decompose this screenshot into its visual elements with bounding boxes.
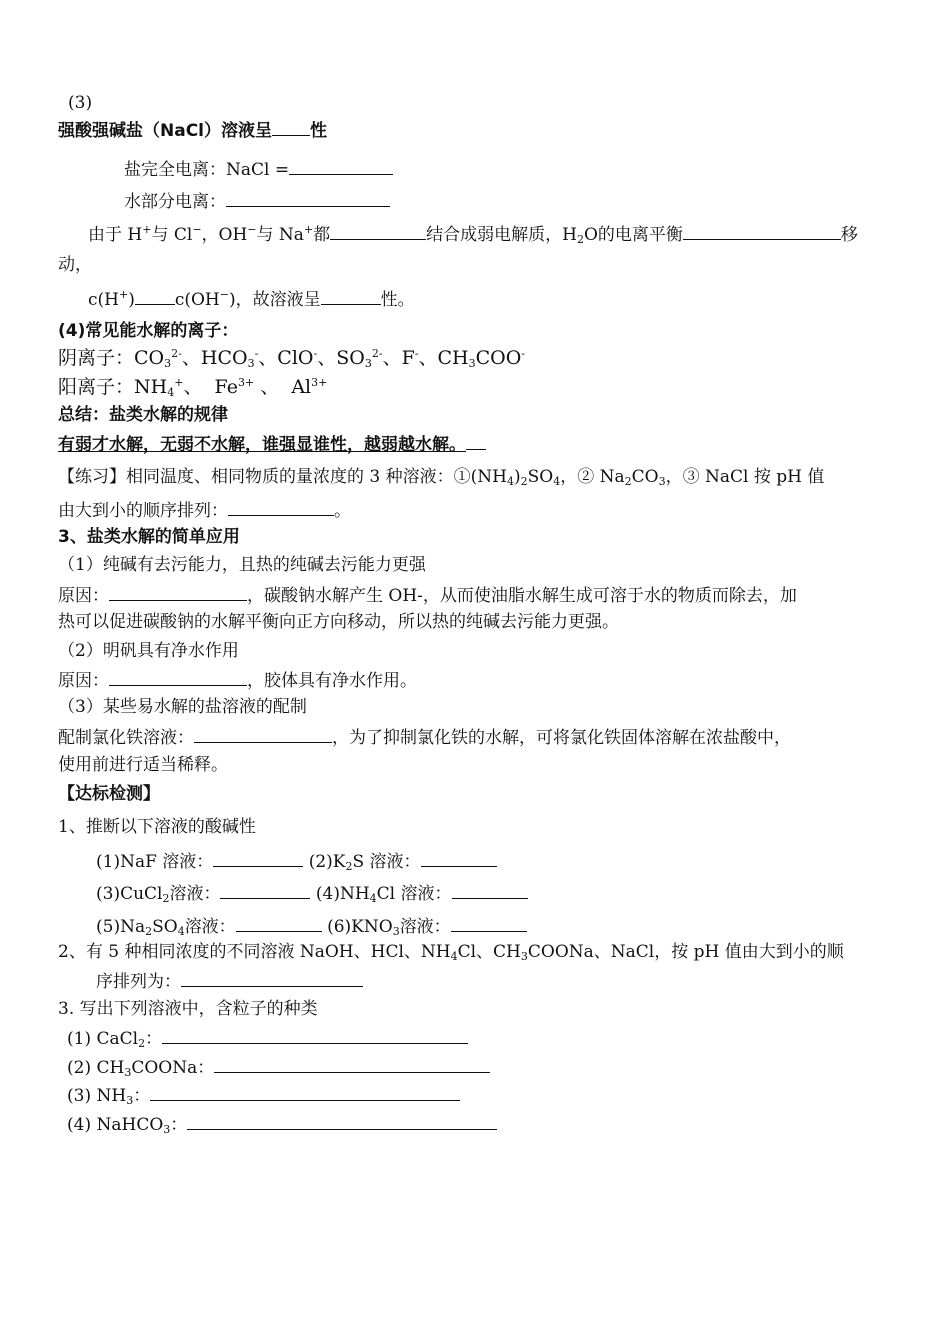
blank-naf[interactable] [213,849,303,867]
blank-soda-reason[interactable] [109,583,247,601]
blank-nh3-particles[interactable] [150,1083,460,1101]
application-2: （2）明矾具有净水作用 [58,641,239,661]
blank-kno3[interactable] [451,914,527,932]
applications-title: 3、盐类水解的简单应用 [58,527,240,547]
water-ionization-line: 水部分电离： [124,189,390,213]
question-2-answer: 序排列为： [96,969,363,993]
practice-line-2: 由大到小的顺序排列： 。 [58,498,351,522]
test-title: 【达标检测】 [58,784,160,804]
blank-ph-order[interactable] [228,498,334,516]
question-3-item-4: (4) NaHCO$_3$： [67,1112,497,1136]
application-1: （1）纯碱有去污能力，且热的纯碱去污能力更强 [58,555,426,575]
blank-cucl2[interactable] [220,881,310,899]
application-3-detail: 配制氯化铁溶液： ，为了抑制氯化铁的水解，可将氯化铁固体溶解在浓盐酸中， [58,725,791,749]
explanation-line-1: 由于 H+与 Cl−，OH−与 Na+都 结合成弱电解质，$H_2O$的电离平衡 移 [88,223,858,246]
application-2-reason: 原因： ，胶体具有净水作用。 [58,668,417,692]
cation-list: 阳离子：$NH_4^+$、 $Fe^{3+}$ 、 $Al^{3+}$ [58,376,328,399]
concentration-line: c(H+) c(OH−)，故溶液呈 性。 [88,288,415,310]
blank-ph-ranking[interactable] [181,969,363,987]
blank-weak-electrolyte[interactable] [330,222,426,240]
anion-list: 阴离子：$CO_3^{2-}$、$HCO_3^-$、ClO-、$SO_3^{2-}$、F-、$CH_3COO^-$ [58,347,526,370]
blank-k2s[interactable] [421,849,497,867]
practice-line-1: 【练习】相同温度、相同物质的量浓度的 3 种溶液：$①(NH_4)_2SO_4$，② $Na_2CO_3$，③ NaCl 按 pH 值 [58,467,825,488]
question-2: 2、有 5 种相同浓度的不同溶液 NaOH、HCl、$NH_4Cl$、$CH_3COONa$、NaCl，按 pH 值由大到小的顺 [58,942,844,963]
blank-nahco3-particles[interactable] [187,1112,497,1130]
question-3-item-3: (3) $NH_3$： [67,1083,460,1107]
blank-nh4cl[interactable] [452,881,528,899]
blank-fecl3-equation[interactable] [194,725,332,743]
blank-cacl2-particles[interactable] [162,1026,468,1044]
question-1: 1、推断以下溶液的酸碱性 [58,817,256,837]
application-1-reason: 原因： ，碳酸钠水解产生 OH-，从而使油脂水解生成可溶于水的物质而除去，加 [58,583,797,607]
blank-final-nature[interactable] [321,287,381,305]
question-1-row-3: $(5)Na_2SO_4$溶液： $(6)KNO_3$溶液： [96,914,527,938]
blank-alum-reason[interactable] [109,668,247,686]
application-3: （3）某些易水解的盐溶液的配制 [58,697,307,717]
application-1-reason-cont: 热可以促进碳酸钠的水解平衡向正方向移动，所以热的纯碱去污能力更强。 [58,612,619,632]
blank-ch3coona-particles[interactable] [214,1055,490,1073]
section-number: (3) [68,93,93,113]
question-3: 3. 写出下列溶液中，含粒子的种类 [58,999,318,1019]
section-title-nacl: 强酸强碱盐（NaCl）溶液呈 性 [58,118,327,142]
question-3-item-2: (2) $CH_3COONa$： [67,1055,490,1079]
blank-concentration-compare[interactable] [135,287,175,305]
summary-rule: 有弱才水解，无弱不水解，谁强显谁性，越弱越水解。 [58,432,486,456]
hydrolysis-ions-title: (4)常见能水解的离子： [58,321,239,341]
blank-na2so4[interactable] [236,914,322,932]
question-3-item-1: (1) CaCl$_2$： [67,1026,468,1050]
summary-title: 总结：盐类水解的规律 [58,405,228,425]
question-1-row-1: (1)NaF 溶液： $(2)K_2S$ 溶液： [96,849,497,873]
blank-salt-ionization[interactable] [289,157,393,175]
blank-solution-nature[interactable] [272,118,310,136]
question-1-row-2: (3)CuCl$_2$溶液： $(4)NH_4Cl$ 溶液： [96,881,528,905]
blank-equilibrium-shift[interactable] [683,222,841,240]
salt-ionization-line: 盐完全电离：NaCl = [124,157,393,181]
blank-water-ionization[interactable] [226,189,390,207]
explanation-line-2: 动， [58,255,92,275]
application-3-detail-cont: 使用前进行适当稀释。 [58,755,228,775]
